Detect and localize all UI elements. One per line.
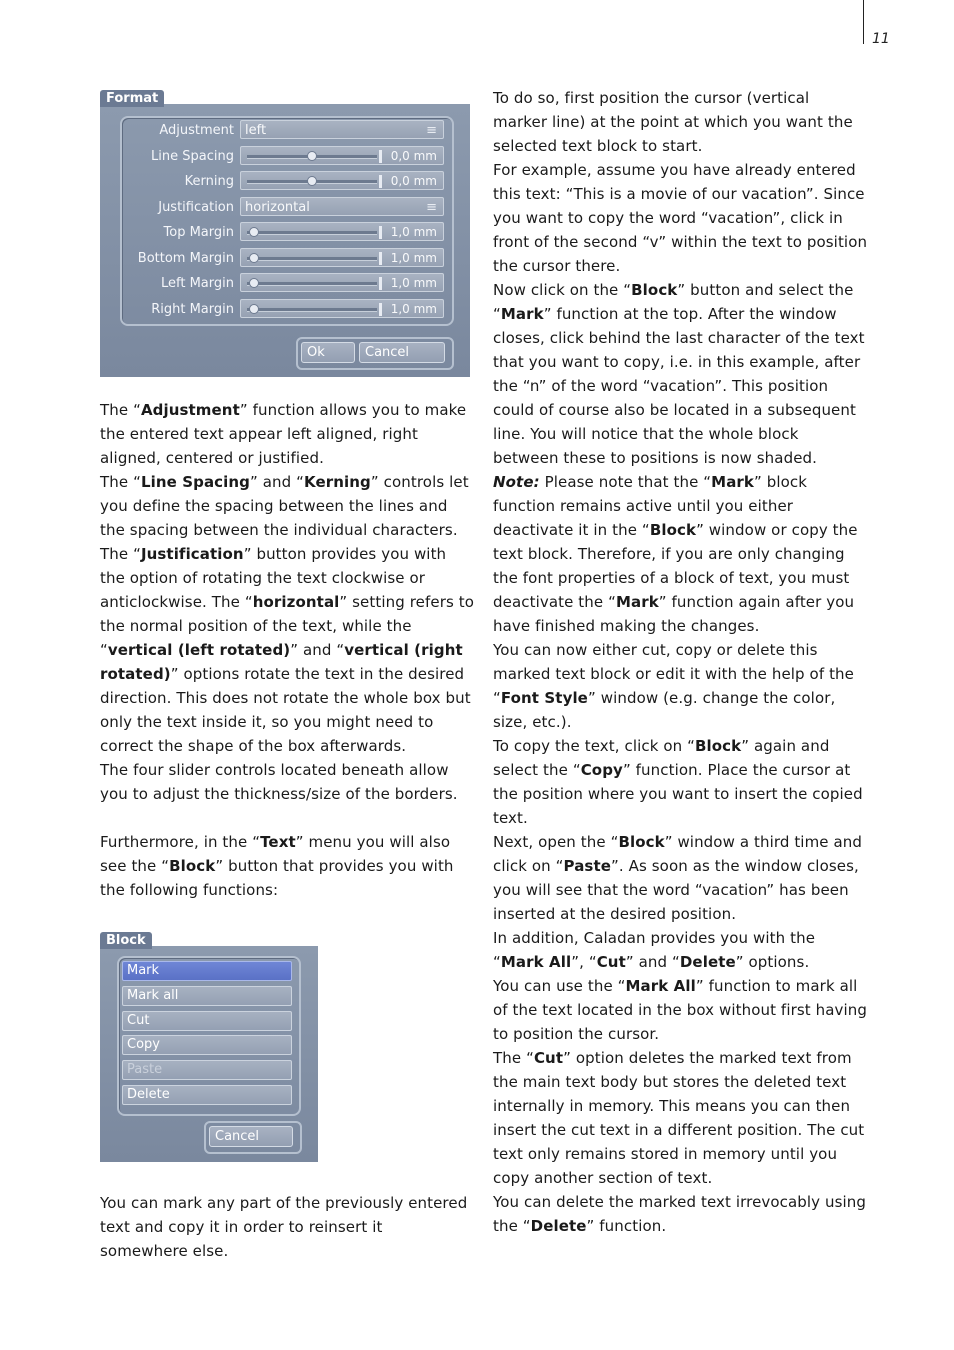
format-row-justification [120, 197, 450, 218]
slider-track [247, 231, 377, 235]
format-dialog [100, 91, 470, 377]
paragraph: You can now either cut, copy or delete this marked text block or edit it with the help of the “Font Style” window (e.g. change the color, size, etc.). [493, 641, 854, 731]
format-row-label: Adjustment [159, 123, 234, 138]
select-value: left [245, 123, 267, 138]
slider-track [247, 282, 377, 286]
format-dialog-tab: Format [100, 90, 164, 107]
ok-button[interactable]: Ok [301, 342, 355, 363]
block-item-cut[interactable]: Cut [122, 1011, 292, 1031]
block-dialog [100, 933, 318, 1162]
format-row-adjustment [120, 120, 450, 141]
header-rule [863, 0, 864, 44]
cancel-button[interactable]: Cancel [359, 342, 445, 363]
paragraph: You can mark any part of the previously entered text and copy it in order to reinsert it somewhere else. [100, 1194, 468, 1260]
slider-value: 0,0 mm [390, 148, 437, 163]
slider-thumb[interactable] [249, 227, 259, 237]
slider-thumb[interactable] [249, 278, 259, 288]
slider-track [247, 257, 377, 261]
slider-value: 0,0 mm [390, 174, 437, 188]
paragraph: You can delete the marked text irrevocably using the “Delete” function. [493, 1193, 867, 1235]
paragraph: To copy the text, click on “Block” again and select the “Copy” function. Place the cursor at the position where you want to insert the copied text. [493, 737, 863, 827]
paragraph: Note: Please note that the “Mark” block function remains active until you either deactivate it in the “Block” window or copy the text block. Therefore, if you are only changing the font properties of a block of text, you must deactivate the “Mark” function again after you have finished making the changes. [493, 473, 858, 635]
right-column-text [493, 86, 868, 1238]
slider-end-marker [379, 150, 382, 163]
format-rows [120, 120, 450, 330]
paragraph: To do so, first position the cursor (vertical marker line) at the point at which you want the selected text block to start. [493, 89, 853, 155]
slider-thumb[interactable] [249, 253, 259, 263]
paragraph: Now click on the “Block” button and select the “Mark” function at the top. After the window closes, click behind the last character of the text that you want to copy, i.e. in this example, after the “n” of the word “vacation”. This position could of course also be located in a subsequent line. You will notice that the whole block between these to positions is now shaded. [493, 281, 865, 467]
format-slider[interactable] [240, 299, 444, 318]
format-row-line-spacing [120, 146, 450, 167]
format-slider[interactable] [240, 146, 444, 165]
format-slider[interactable] [240, 248, 444, 267]
slider-end-marker [379, 252, 382, 265]
slider-end-marker [379, 175, 382, 188]
format-row-kerning [120, 171, 450, 192]
menu-lines-icon: ≡ [426, 199, 437, 215]
slider-track [247, 308, 377, 312]
paragraph: You can use the “Mark All” function to mark all of the text located in the box without first having to position the cursor. [493, 977, 867, 1043]
format-select[interactable] [240, 120, 444, 139]
block-item-mark[interactable]: Mark [122, 961, 292, 981]
block-item-mark-all[interactable]: Mark all [122, 986, 292, 1006]
select-value: horizontal [245, 199, 310, 215]
slider-end-marker [379, 277, 382, 290]
paragraph: The “Line Spacing” and “Kerning” controls let you define the spacing between the lines and the spacing between the individual characters. [100, 473, 469, 539]
slider-thumb[interactable] [307, 151, 317, 161]
left-column-text-top [100, 398, 475, 902]
format-row-label: Kerning [184, 174, 234, 189]
block-item-copy[interactable]: Copy [122, 1035, 292, 1055]
format-row-label: Left Margin [161, 276, 234, 291]
block-item-delete[interactable]: Delete [122, 1085, 292, 1105]
slider-value: 1,0 mm [390, 250, 437, 265]
block-dialog-tab: Block [100, 932, 152, 949]
format-row-top-margin [120, 222, 450, 243]
block-item-paste[interactable]: Paste [122, 1060, 292, 1080]
format-slider[interactable] [240, 222, 444, 241]
paragraph: Furthermore, in the “Text” menu you will also see the “Block” button that provides you with the following functions: [100, 833, 454, 899]
menu-lines-icon: ≡ [426, 123, 437, 138]
format-slider[interactable] [240, 171, 444, 190]
format-row-label: Justification [158, 199, 234, 215]
format-row-label: Line Spacing [151, 148, 234, 164]
format-select[interactable] [240, 197, 444, 216]
block-cancel-button[interactable]: Cancel [209, 1126, 293, 1147]
paragraph: Next, open the “Block” window a third time and click on “Paste”. As soon as the window closes, you will see that the word “vacation” has been inserted at the desired position. [493, 833, 863, 923]
paragraph: For example, assume you have already entered this text: “This is a movie of our vacation”. Since you want to copy the word “vacation”, click in front of the second “v” within the text to position the cursor there. [493, 161, 868, 275]
page-number: 11 [872, 31, 890, 47]
slider-value: 1,0 mm [390, 301, 437, 316]
paragraph: In addition, Caladan provides you with the “Mark All”, “Cut” and “Delete” options. [493, 929, 816, 971]
left-column-text-bottom [100, 1191, 475, 1263]
paragraph: The “Cut” option deletes the marked text from the main text body but stores the deleted text internally in memory. This means you can then insert the cut text in a different position. The cut text only remains stored in memory until you copy another section of text. [493, 1049, 865, 1187]
format-row-bottom-margin [120, 248, 450, 269]
paragraph [100, 806, 475, 830]
format-slider[interactable] [240, 273, 444, 292]
slider-value: 1,0 mm [390, 225, 437, 239]
format-row-label: Right Margin [151, 301, 234, 317]
format-row-right-margin [120, 299, 450, 320]
format-row-label: Top Margin [163, 225, 234, 240]
paragraph: The “Justification” button provides you with the option of rotating the text clockwise or anticlockwise. The “horizontal” setting refers to the normal position of the text, while the “vertical (left rotated)” and “vertical (right rotated)” options rotate the text in the desired direction. This does not rotate the whole box but only the text inside it, so you might need to correct the shape of the box afterwards. [100, 545, 474, 755]
block-items [100, 946, 318, 1116]
slider-thumb[interactable] [307, 176, 317, 186]
format-row-left-margin [120, 273, 450, 294]
paragraph: The four slider controls located beneath allow you to adjust the thickness/size of the borders. [100, 761, 458, 803]
slider-value: 1,0 mm [390, 276, 437, 290]
paragraph: The “Adjustment” function allows you to make the entered text appear left aligned, right aligned, centered or justified. [100, 401, 467, 467]
slider-thumb[interactable] [249, 304, 259, 314]
slider-end-marker [379, 226, 382, 239]
slider-end-marker [379, 303, 382, 316]
format-row-label: Bottom Margin [137, 250, 234, 266]
